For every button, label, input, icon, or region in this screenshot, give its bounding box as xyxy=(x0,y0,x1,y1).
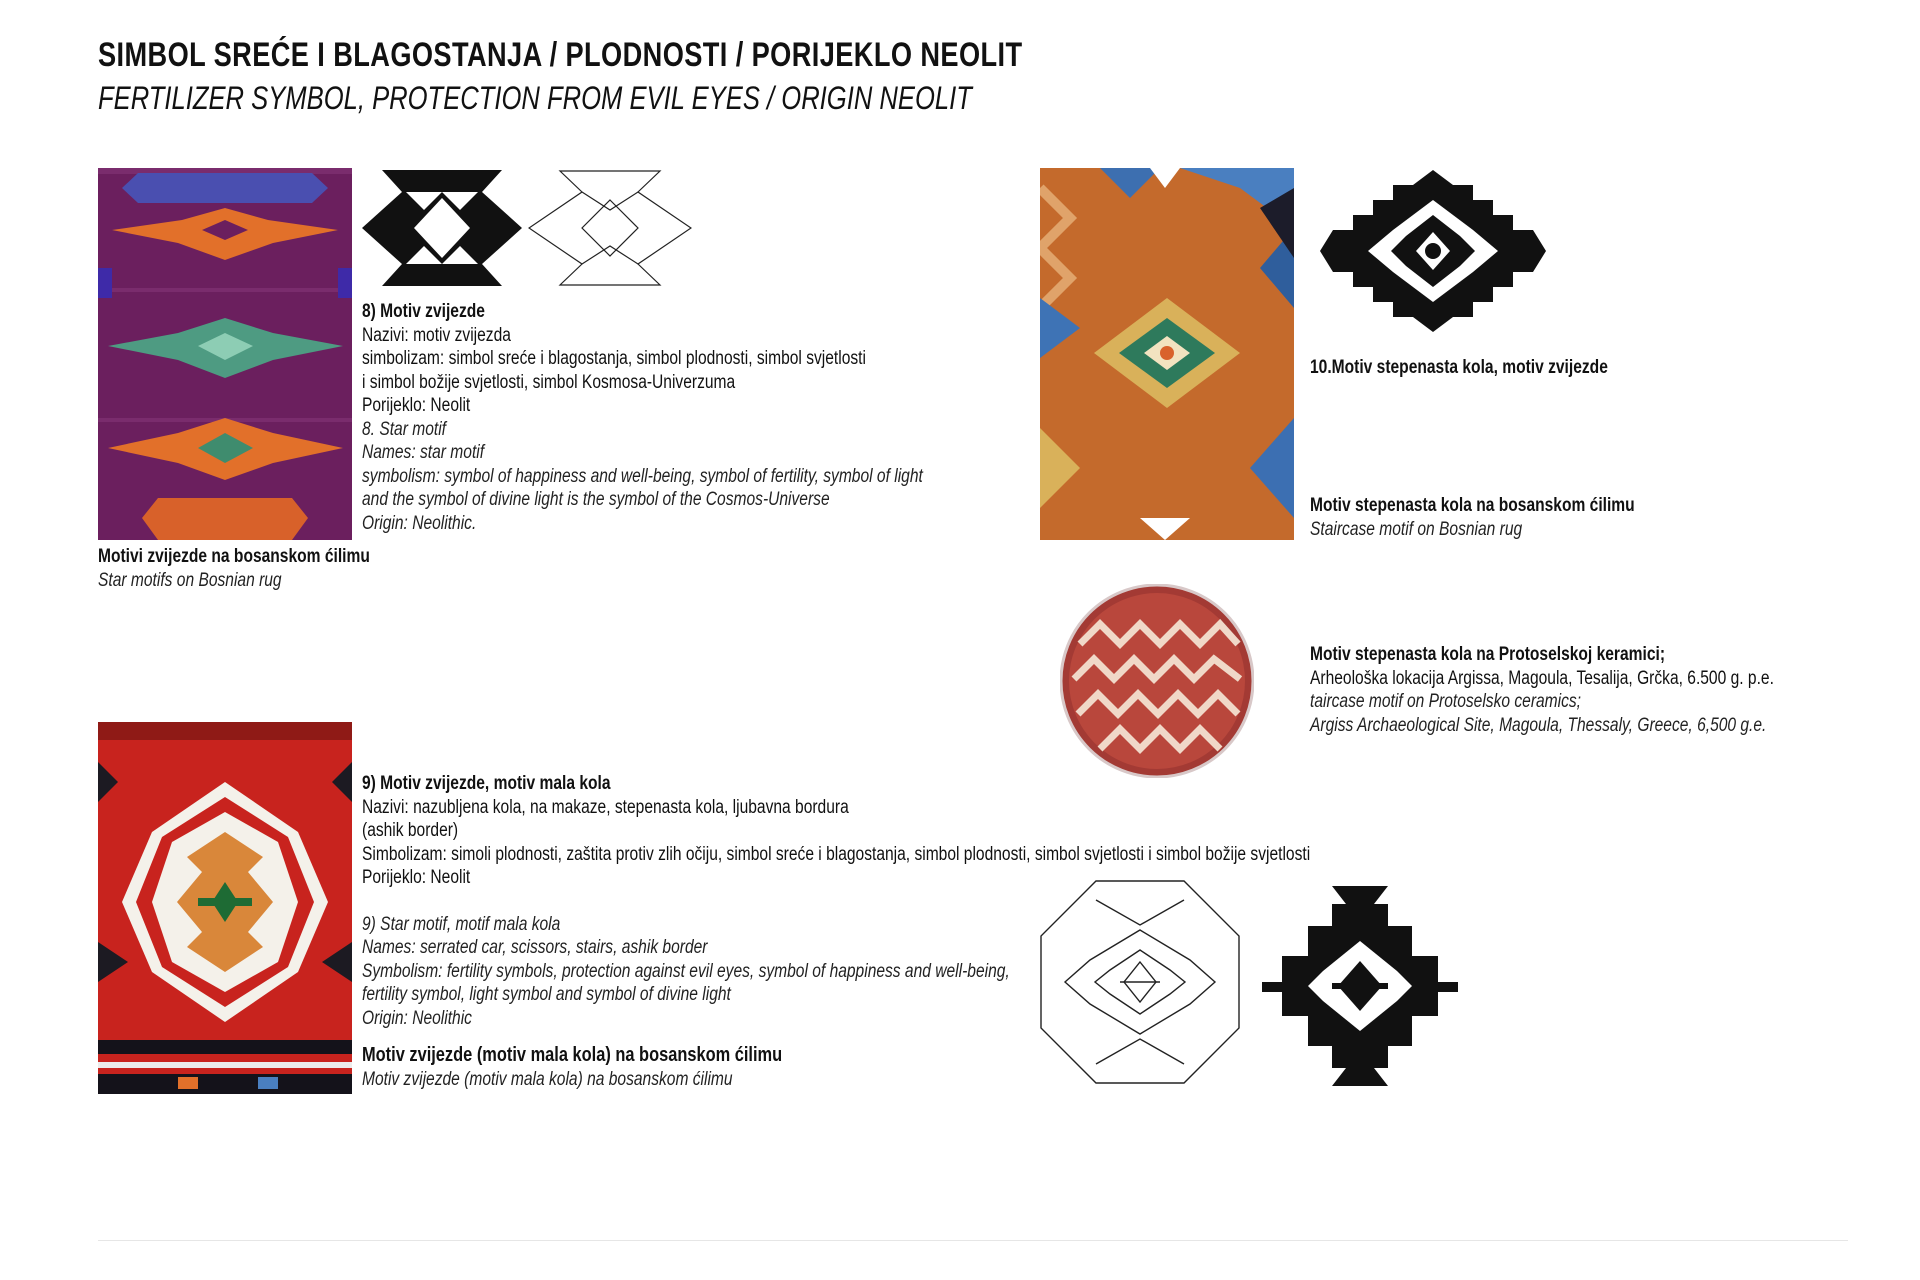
star-motif-solid-icon xyxy=(362,170,522,286)
motif10-caption-en: Staircase motif on Bosnian rug xyxy=(1310,518,1523,540)
motif8-caption xyxy=(98,545,370,592)
motif8-line: simbolizam: simbol sreće i blagostanja, simbol plodnosti, simbol svjetlosti xyxy=(362,348,866,369)
motif8-caption-en: Star motifs on Bosnian rug xyxy=(98,569,282,591)
page-title: SIMBOL SREĆE I BLAGOSTANJA / PLODNOSTI / PORIJEKLO NEOLIT xyxy=(98,36,1023,74)
ceramic-line: Arheološka lokacija Argissa, Magoula, Tesalija, Grčka, 6.500 g. p.e. xyxy=(1310,667,1774,689)
page-subtitle: FERTILIZER SYMBOL, PROTECTION FROM EVIL EYES / ORIGIN NEOLIT xyxy=(98,80,972,116)
motif9-line: (ashik border) xyxy=(362,820,459,841)
motif8-line-en: and the symbol of divine light is the symbol of the Cosmos-Universe xyxy=(362,489,830,510)
motif9-line: Porijeklo: Neolit xyxy=(362,867,471,888)
motif9-line-en: fertility symbol, light symbol and symbol of divine light xyxy=(362,984,731,1005)
motif8-line: Nazivi: motiv zvijezda xyxy=(362,324,511,346)
ceramic-text xyxy=(1310,643,1774,737)
ceramic-line-en: taircase motif on Protoselsko ceramics; xyxy=(1310,691,1582,712)
motif8-line-en: 8. Star motif xyxy=(362,418,446,440)
mala-kola-solid-icon xyxy=(1262,886,1458,1086)
motif9-line-en: Names: serrated car, scissors, stairs, ashik border xyxy=(362,937,708,958)
motif9-caption-bs: Motiv zvijezde (motiv mala kola) na bosanskom ćilimu xyxy=(362,1044,783,1066)
rug-photo-staircase-motif xyxy=(1040,168,1294,540)
motif9-line-en: 9) Star motif, motif mala kola xyxy=(362,913,561,935)
footer-divider xyxy=(98,1240,1848,1241)
ceramic-bowl-photo xyxy=(1060,584,1254,778)
motif10-caption xyxy=(1310,494,1635,541)
motif8-line: Porijeklo: Neolit xyxy=(362,395,471,416)
motif8-line: i simbol božije svjetlosti, simbol Kosmosa-Univerzuma xyxy=(362,371,736,393)
motif8-caption-bs: Motivi zvijezde na bosanskom ćilimu xyxy=(98,546,370,567)
rug-photo-mala-kola-motif xyxy=(98,722,352,1094)
motif8-line-en: Origin: Neolithic. xyxy=(362,512,477,534)
motif9-line-en: Symbolism: fertility symbols, protection against evil eyes, symbol of happiness and well-being, xyxy=(362,960,1010,982)
motif9-caption xyxy=(362,1044,782,1091)
ceramic-line-en: Argiss Archaeological Site, Magoula, Thessaly, Greece, 6,500 g.e. xyxy=(1310,714,1767,736)
motif8-heading: 8) Motiv zvijezde xyxy=(362,301,485,322)
ceramic-heading: Motiv stepenasta kola na Protoselskoj keramici; xyxy=(1310,644,1666,665)
motif9-line-en: Origin: Neolithic xyxy=(362,1007,472,1029)
motif9-line: Simbolizam: simoli plodnosti, zaštita protiv zlih očiju, simbol sreće i blagostanja, simbol plodnosti, simbol svjetlosti i simbol božije svjetlosti xyxy=(362,843,1311,865)
rug-photo-star-motifs xyxy=(98,168,352,540)
staircase-star-icon xyxy=(1320,170,1546,332)
motif8-text xyxy=(362,300,923,535)
motif9-heading: 9) Motiv zvijezde, motiv mala kola xyxy=(362,773,611,794)
star-motif-outline-icon xyxy=(528,170,692,286)
motif10-heading-text: 10.Motiv stepenasta kola, motiv zvijezde xyxy=(1310,357,1608,378)
motif9-caption-en: Motiv zvijezde (motiv mala kola) na bosanskom ćilimu xyxy=(362,1068,733,1090)
motif9-line: Nazivi: nazubljena kola, na makaze, stepenasta kola, ljubavna bordura xyxy=(362,796,849,818)
motif8-line-en: symbolism: symbol of happiness and well-being, symbol of fertility, symbol of light xyxy=(362,465,923,487)
motif8-line-en: Names: star motif xyxy=(362,442,485,463)
mala-kola-outline-icon xyxy=(1040,880,1240,1084)
motif10-caption-bs: Motiv stepenasta kola na bosanskom ćilimu xyxy=(1310,495,1635,516)
motif10-heading xyxy=(1310,356,1608,380)
